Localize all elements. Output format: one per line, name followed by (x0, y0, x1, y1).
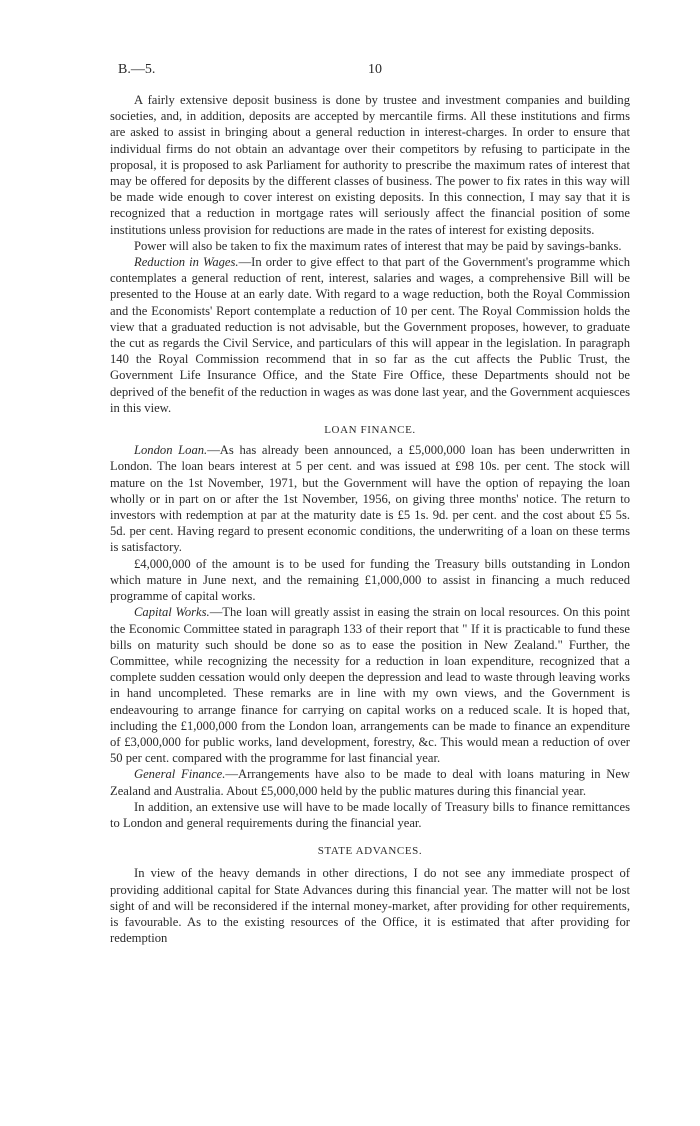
state-advances-paragraph: In view of the heavy demands in other directions, I do not see any immediate prospect of providing additional capital for State Advances during this financial year. The matter will not be lost sight of and will be reconsidered if the internal money-market, after providing for other requirements, is favourable. As to the existing resources of the Office, it is estimated that after providing for redemption (110, 866, 630, 946)
loan-finance-heading: LOAN FINANCE. (324, 424, 416, 437)
general-finance-paragraph (110, 766, 630, 798)
general-finance-lead: General Finance. (134, 767, 226, 782)
savings-banks-paragraph: Power will also be taken to fix the maximum rates of interest that may be paid by savings-banks. (134, 238, 622, 253)
wages-text: —In order to give effect to that part of the Government's programme which contemplates a general reduction of rent, interest, salaries and wages, a comprehensive Bill will be presented to the House at an early date. With regard to a wage reduction, both the Royal Commission and the Economists' Report contemplate a reduction of 10 per cent. The Royal Commission holds the view that a graduated reduction is not advisable, but the Government proposes, however, to graduate the cut as regards the Civil Service, and particulars of this will appear in the legislation. In paragraph 140 the Royal Commission recommend that in so far as the cut affects the Public Trust, the Government Life Insurance Office, and the State Fire Office, these Departments should not be deprived of the benefit of the reduction in wages as was done last year, and the Government acquiesces in this view. (110, 255, 630, 415)
capital-works-lead: Capital Works. (134, 605, 210, 620)
document-body (110, 92, 630, 946)
treasury-bills-paragraph: £4,000,000 of the amount is to be used for funding the Treasury bills outstanding in London which mature in June next, and the remaining £1,000,000 to assist in financing a much reduced programme of capital works. (110, 556, 630, 604)
document-reference: B.—5. (118, 62, 156, 77)
wages-paragraph (110, 254, 630, 416)
page-header (118, 62, 638, 82)
london-loan-text: —As has already been announced, a £5,000,000 loan has been underwritten in London. The loan bears interest at 5 per cent. and was issued at £98 10s. per cent. The stock will mature on the 1st November, 1971, but the Government will have the option of repaying the loan wholly or in part on or after the 1st November, 1956, on giving three months' notice. The return to investors with redemption at par at the maturity date is £5 1s. 9d. per cent. and the cost about £5 5s. 5d. per cent. Having regard to present economic conditions, the underwriting of a loan on these terms is satisfactory. (110, 443, 631, 555)
london-loan-paragraph (110, 442, 630, 555)
general-finance-text: —Arrangements have also to be made to deal with loans maturing in New Zealand and Australia. About £5,000,000 held by the public matures during this financial year. (110, 767, 631, 798)
london-loan-lead: London Loan. (134, 443, 208, 458)
capital-works-paragraph (110, 604, 630, 766)
page-number: 10 (368, 62, 382, 77)
capital-works-text: —The loan will greatly assist in easing the strain on local resources. On this point the Economic Committee stated in paragraph 133 of their report that " If it is practicable to fund these bills on maturity such should be done so as to ease the position in New Zealand." Further, the Committee, while recognizing the necessity for a reduction in loan expenditure, recognized that a complete sudden cessation would only deepen the depression and lead to waste through leaving works in hand uncompleted. These remarks are in line with my own views, and the Government is endeavouring to arrange finance for carrying on capital works on a reduced scale. It is hoped that, including the £1,000,000 from the London loan, arrangements can be made to finance an expenditure of £3,000,000 for public works, land development, forestry, &c. This would mean a reduction of over 50 per cent. compared with the programme for last financial year. (110, 605, 631, 766)
wages-lead: Reduction in Wages. (134, 255, 239, 270)
treasury-remittances-paragraph: In addition, an extensive use will have to be made locally of Treasury bills to finance remittances to London and general requirements during the financial year. (110, 799, 630, 830)
state-advances-heading: STATE ADVANCES. (317, 845, 423, 858)
deposit-business-paragraph: A fairly extensive deposit business is done by trustee and investment companies and building societies, and, in addition, deposits are accepted by mercantile firms. All these institutions and firms are asked to assist in bringing about a general reduction in interest-charges. In order to ensure that individual firms do not obtain an advantage over their competitors by refusing to participate in the proposal, it is proposed to ask Parliament for authority to prescribe the maximum rates of interest that may be offered for deposits by the different classes of business. The power to fix rates in this way will be made wide enough to cover interest on existing deposits. In this connection, I may say that it is recognized that a reduction in mortgage rates will seriously affect the financial position of some institutions unless provision for reductions are made in the rates of interest for existing deposits. (110, 93, 630, 237)
